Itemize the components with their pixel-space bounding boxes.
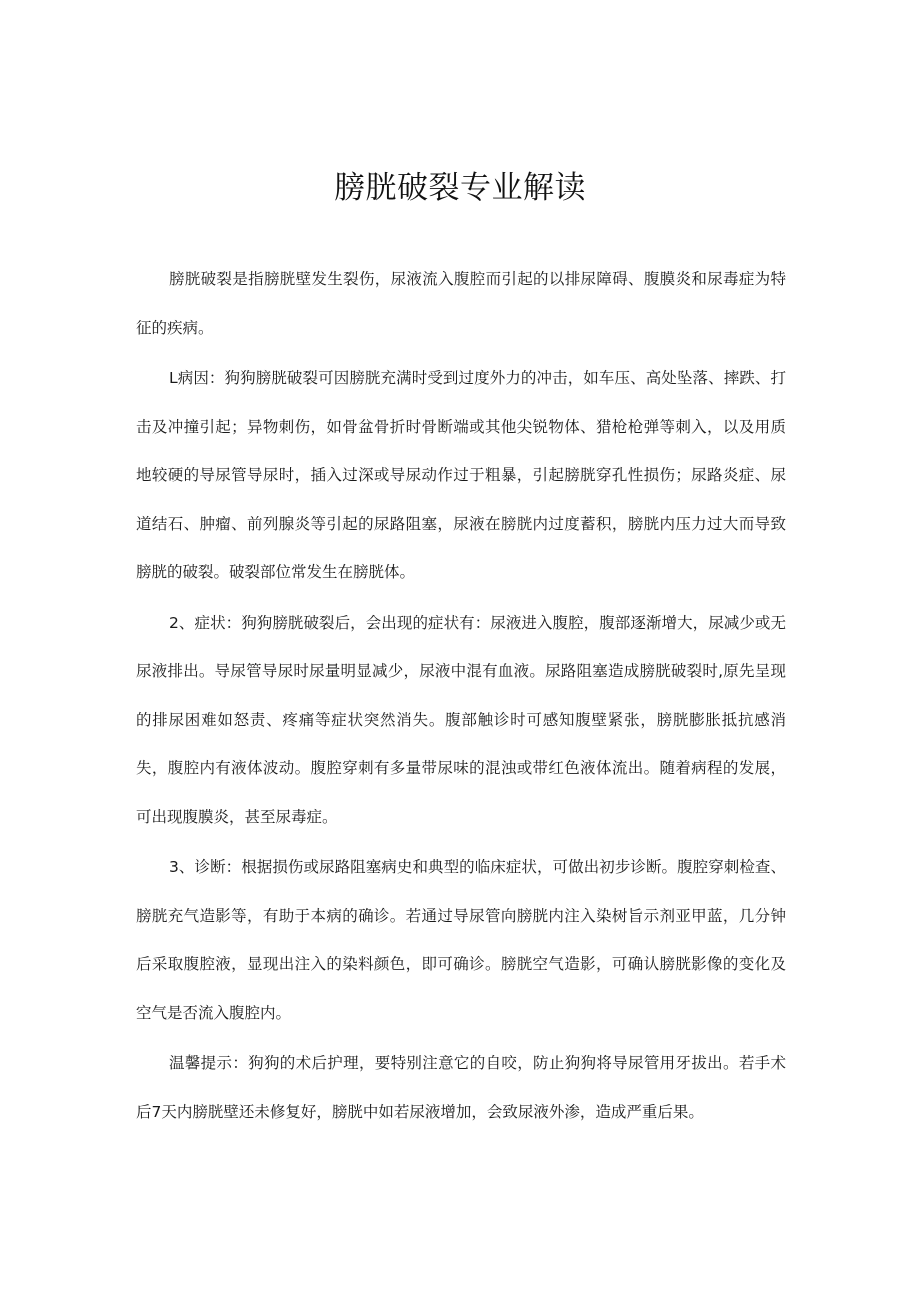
paragraph-etiology: L病因：狗狗膀胱破裂可因膀胱充满时受到过度外力的冲击，如车压、高处坠落、摔跌、打击及冲撞引起；异物刺伤，如骨盆骨折时骨断端或其他尖锐物体、猎枪枪弹等刺入，以及用质地较硬的导尿管导尿时，插入过深或导尿动作过于粗暴，引起膀胱穿孔性损伤；尿路炎症、尿道结石、肿瘤、前列腺炎等引起的尿路阻塞，尿液在膀胱内过度蓄积，膀胱内压力过大而导致膀胱的破裂。破裂部位常发生在膀胱体。 <box>136 369 786 581</box>
document-title: 膀胱破裂专业解读 <box>334 170 586 206</box>
paragraph-definition: 膀胱破裂是指膀胱壁发生裂伤，尿液流入腹腔而引起的以排尿障碍、腹膜炎和尿毒症为特征的疾病。 <box>136 270 786 337</box>
document-body <box>136 255 786 1138</box>
paragraph-symptoms: 2、症状：狗狗膀胱破裂后，会出现的症状有：尿液进入腹腔，腹部逐渐增大，尿减少或无尿液排出。导尿管导尿时尿量明显减少，尿液中混有血液。尿路阻塞造成膀胱破裂时,原先呈现的排尿困难如怒责、疼痛等症状突然消失。腹部触诊时可感知腹壁紧张，膀胱膨胀抵抗感消失，腹腔内有液体波动。腹腔穿刺有多量带尿味的混浊或带红色液体流出。随着病程的发展，可出现腹膜炎，甚至尿毒症。 <box>136 613 786 826</box>
paragraph-tip: 温馨提示：狗狗的术后护理，要特别注意它的自咬，防止狗狗将导尿管用牙拔出。若手术后7天内膀胱壁还未修复好，膀胱中如若尿液增加，会致尿液外渗，造成严重后果。 <box>136 1054 786 1121</box>
paragraph-diagnosis: 3、诊断：根据损伤或尿路阻塞病史和典型的临床症状，可做出初步诊断。腹腔穿刺检查、膀胱充气造影等，有助于本病的确诊。若通过导尿管向膀胱内注入染树旨示剂亚甲蓝，几分钟后采取腹腔液，显现出注入的染料颜色，即可确诊。膀胱空气造影，可确认膀胱影像的变化及空气是否流入腹腔内。 <box>136 858 786 1022</box>
